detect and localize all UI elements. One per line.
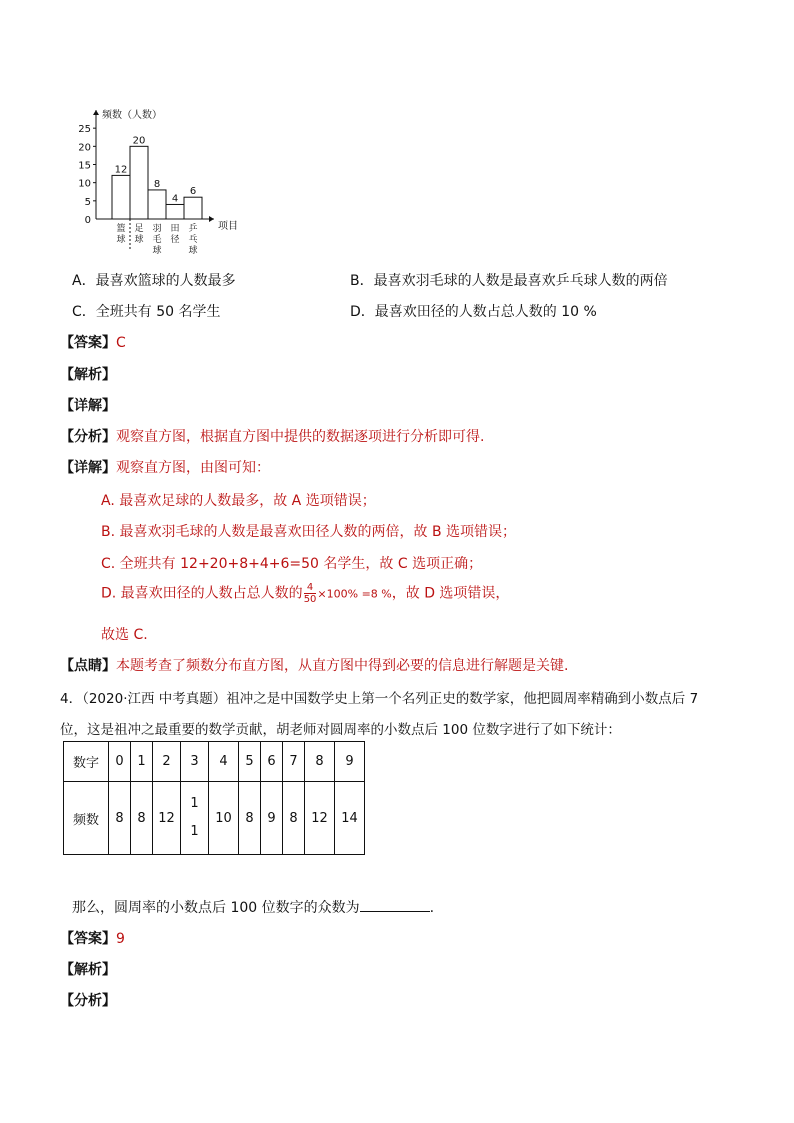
x-axis-arrow-icon [209,216,214,222]
jiexi-label: 【解析】 [60,367,116,383]
table-cell: 3 [181,742,209,782]
category-label: 足 [134,224,144,234]
fraction-denominator: 50 [303,594,317,605]
table-cell: 10 [209,782,239,855]
table-cell: 12 [153,782,181,855]
bar-value-label: 12 [114,164,128,176]
category-label: 球 [152,246,162,256]
wrapped-digit-top: 1 [190,796,199,811]
wrapped-digit-bottom: 1 [190,824,199,839]
table-cell: 8 [109,782,131,855]
table-cell: 1 [131,742,153,782]
histogram-bar [130,146,148,219]
category-label: 田 [170,224,180,234]
q3-answer [60,332,126,352]
category-label: 乒 [188,224,198,234]
answer-value: C [116,335,126,351]
detail-item-c: C. 全班共有 12+20+8+4+6=50 名学生，故 C 选项正确； [101,556,483,572]
question-text: 那么，圆周率的小数点后 100 位数字的众数为 [72,900,360,916]
q3-detail [60,457,270,477]
q4-line-2: 位，这是祖冲之最重要的数学贡献，胡老师对圆周率的小数点后 100 位数字进行了如下统计： [60,722,621,738]
category-label: 羽 [152,224,162,234]
y-tick-label: 25 [78,124,91,136]
conclusion: 故选 C. [101,627,148,643]
table-cell: 8 [131,782,153,855]
detail-item-b: B. 最喜欢羽毛球的人数是最喜欢田径人数的两倍，故 B 选项错误； [101,524,517,540]
table-cell: 5 [239,742,261,782]
category-label: 篮 [116,224,126,234]
table-cell: 7 [283,742,305,782]
table-cell: 8 [283,782,305,855]
category-label: 径 [170,235,180,245]
bar-value-label: 6 [189,186,197,198]
bar-value-label: 4 [171,193,179,205]
table-header-digit: 数字 [64,742,109,782]
fenxi-label: 【分析】 [60,429,116,445]
y-tick-label: 10 [78,178,91,190]
table-cell: 12 [305,782,335,855]
item-d-suffix: ，故 D 选项错误， [391,585,510,602]
fraction-numerator: 4 [304,582,317,594]
dianjing-text: 本题考查了频数分布直方图，从直方图中得到必要的信息进行解题是关键. [116,658,569,674]
q4-answer [60,928,125,948]
table-cell: 2 [153,742,181,782]
frequency-histogram [70,100,270,265]
table-row-frequency [64,782,365,855]
y-tick-label: 20 [78,142,91,154]
y-tick-label: 5 [84,196,91,208]
table-cell: 0 [109,742,131,782]
category-label: 毛 [152,235,162,245]
q4-line-1: 4．（2020·江西 中考真题）祖冲之是中国数学史上第一个名列正史的数学家，他把圆周率精确到小数点后 7 [60,691,699,707]
answer-label: 【答案】 [60,335,116,351]
table-cell: 6 [261,742,283,782]
category-label: 球 [188,246,198,256]
table-cell [181,782,209,855]
pi-digit-frequency-table [63,741,365,855]
option-c: C．全班共有 50 名学生 [72,304,221,320]
bar-value-label: 20 [132,135,146,147]
histogram-bar [112,175,130,219]
option-d: D．最喜欢田径的人数占总人数的 10 % [350,304,597,320]
histogram-bar [148,190,166,219]
table-cell: 8 [239,782,261,855]
category-label: 球 [116,235,126,245]
bar-value-label: 8 [153,178,161,190]
q3-dianjing [60,655,568,675]
jiexi-label: 【解析】 [60,962,116,978]
category-label: 球 [134,235,144,245]
xiangjie-label: 【详解】 [60,398,116,414]
chart-xlabel: 项目 [218,221,238,232]
y-tick-label: 15 [78,160,91,172]
table-cell: 8 [305,742,335,782]
table-cell: 9 [261,782,283,855]
dianjing-label: 【点睛】 [60,658,116,674]
chart-ylabel: 频数（人数） [102,110,162,121]
answer-value: 9 [116,931,125,947]
detail-item-a: A. 最喜欢足球的人数最多，故 A 选项错误； [101,493,376,509]
histogram-bar [166,204,184,219]
chart-categories [116,222,197,256]
table-cell: 14 [335,782,365,855]
answer-label: 【答案】 [60,931,116,947]
table-row-digits [64,742,365,782]
item-d-prefix: D. 最喜欢田径的人数占总人数的 [101,585,303,602]
detail-item-d [101,582,509,605]
q3-fenxi [60,426,484,446]
item-d-expression: ×100% =8 % [317,587,392,601]
answer-blank[interactable] [360,898,430,912]
table-cell: 9 [335,742,365,782]
chart-y-ticks [78,124,96,226]
detail-intro: 观察直方图，由图可知： [116,460,270,476]
fenxi-label: 【分析】 [60,993,116,1009]
table-header-frequency: 频数 [64,782,109,855]
question-end: . [429,900,435,916]
y-tick-label: 0 [84,215,91,226]
category-label: 乓 [188,235,198,245]
option-a: A．最喜欢篮球的人数最多 [72,273,236,289]
option-b: B．最喜欢羽毛球的人数是最喜欢乒乓球人数的两倍 [350,273,668,289]
y-axis-arrow-icon [93,110,99,115]
q4-question [72,897,434,917]
fraction-4-50 [304,582,317,605]
detail-label: 【详解】 [60,460,116,476]
histogram-bar [184,197,202,219]
table-cell: 4 [209,742,239,782]
fenxi-text: 观察直方图，根据直方图中提供的数据逐项进行分析即可得. [116,429,485,445]
chart-bars [112,135,202,219]
